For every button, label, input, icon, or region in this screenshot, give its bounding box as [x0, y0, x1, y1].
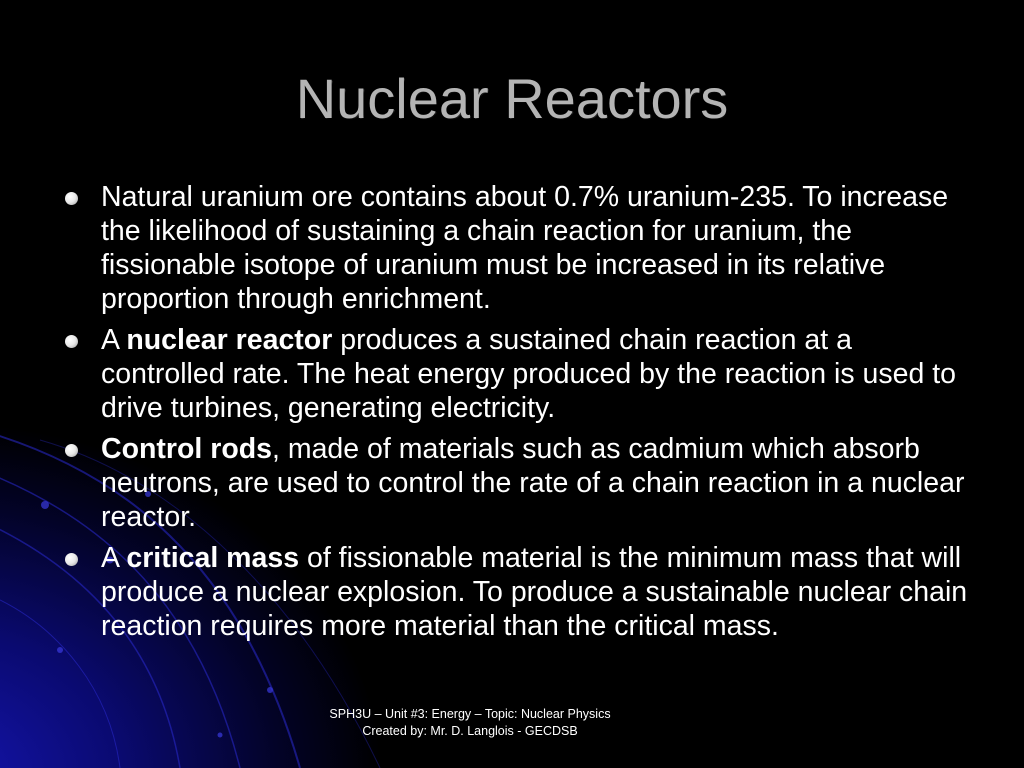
slide-footer — [260, 706, 680, 740]
bullet-text: produces a sustained chain reaction at a controlled rate. The heat energy produced by the reaction is used to drive turbines, generating electricity. — [101, 324, 957, 424]
bullet-term-nuclear-reactor: nuclear reactor — [126, 324, 333, 356]
bullet-item-nuclear-reactor — [62, 323, 972, 425]
footer-author-line: Created by: Mr. D. Langlois - GECDSB — [362, 724, 578, 738]
bullet-term-critical-mass: critical mass — [126, 542, 300, 574]
bullet-item-control-rods — [62, 432, 972, 534]
bullet-dot-icon — [65, 192, 78, 205]
bullet-text: , made of materials such as cadmium which absorb neutrons, are used to control the rate of a chain reaction in a nuclear reactor. — [101, 433, 965, 533]
bullet-text: Natural uranium ore contains about 0.7% uranium-235. To increase the likelihood of sustaining a chain reaction for uranium, the fissionable isotope of uranium must be increased in its relative proportion through enrichment. — [101, 181, 949, 315]
bullet-dot-icon — [65, 444, 78, 457]
bullet-list — [62, 180, 972, 650]
bullet-dot-icon — [65, 553, 78, 566]
bullet-dot-icon — [65, 335, 78, 348]
bullet-item-enrichment — [62, 180, 972, 316]
bullet-text: A — [101, 324, 127, 356]
bullet-text: A — [101, 542, 127, 574]
bullet-term-control-rods: Control rods — [101, 433, 272, 465]
bullet-text: of fissionable material is the minimum mass that will produce a nuclear explosion. To produce a sustainable nuclear chain reaction requires more material than the critical mass. — [101, 542, 968, 642]
slide-title: Nuclear Reactors — [295, 67, 729, 130]
bullet-item-critical-mass — [62, 541, 972, 643]
footer-course-line: SPH3U – Unit #3: Energy – Topic: Nuclear Physics — [329, 707, 611, 721]
